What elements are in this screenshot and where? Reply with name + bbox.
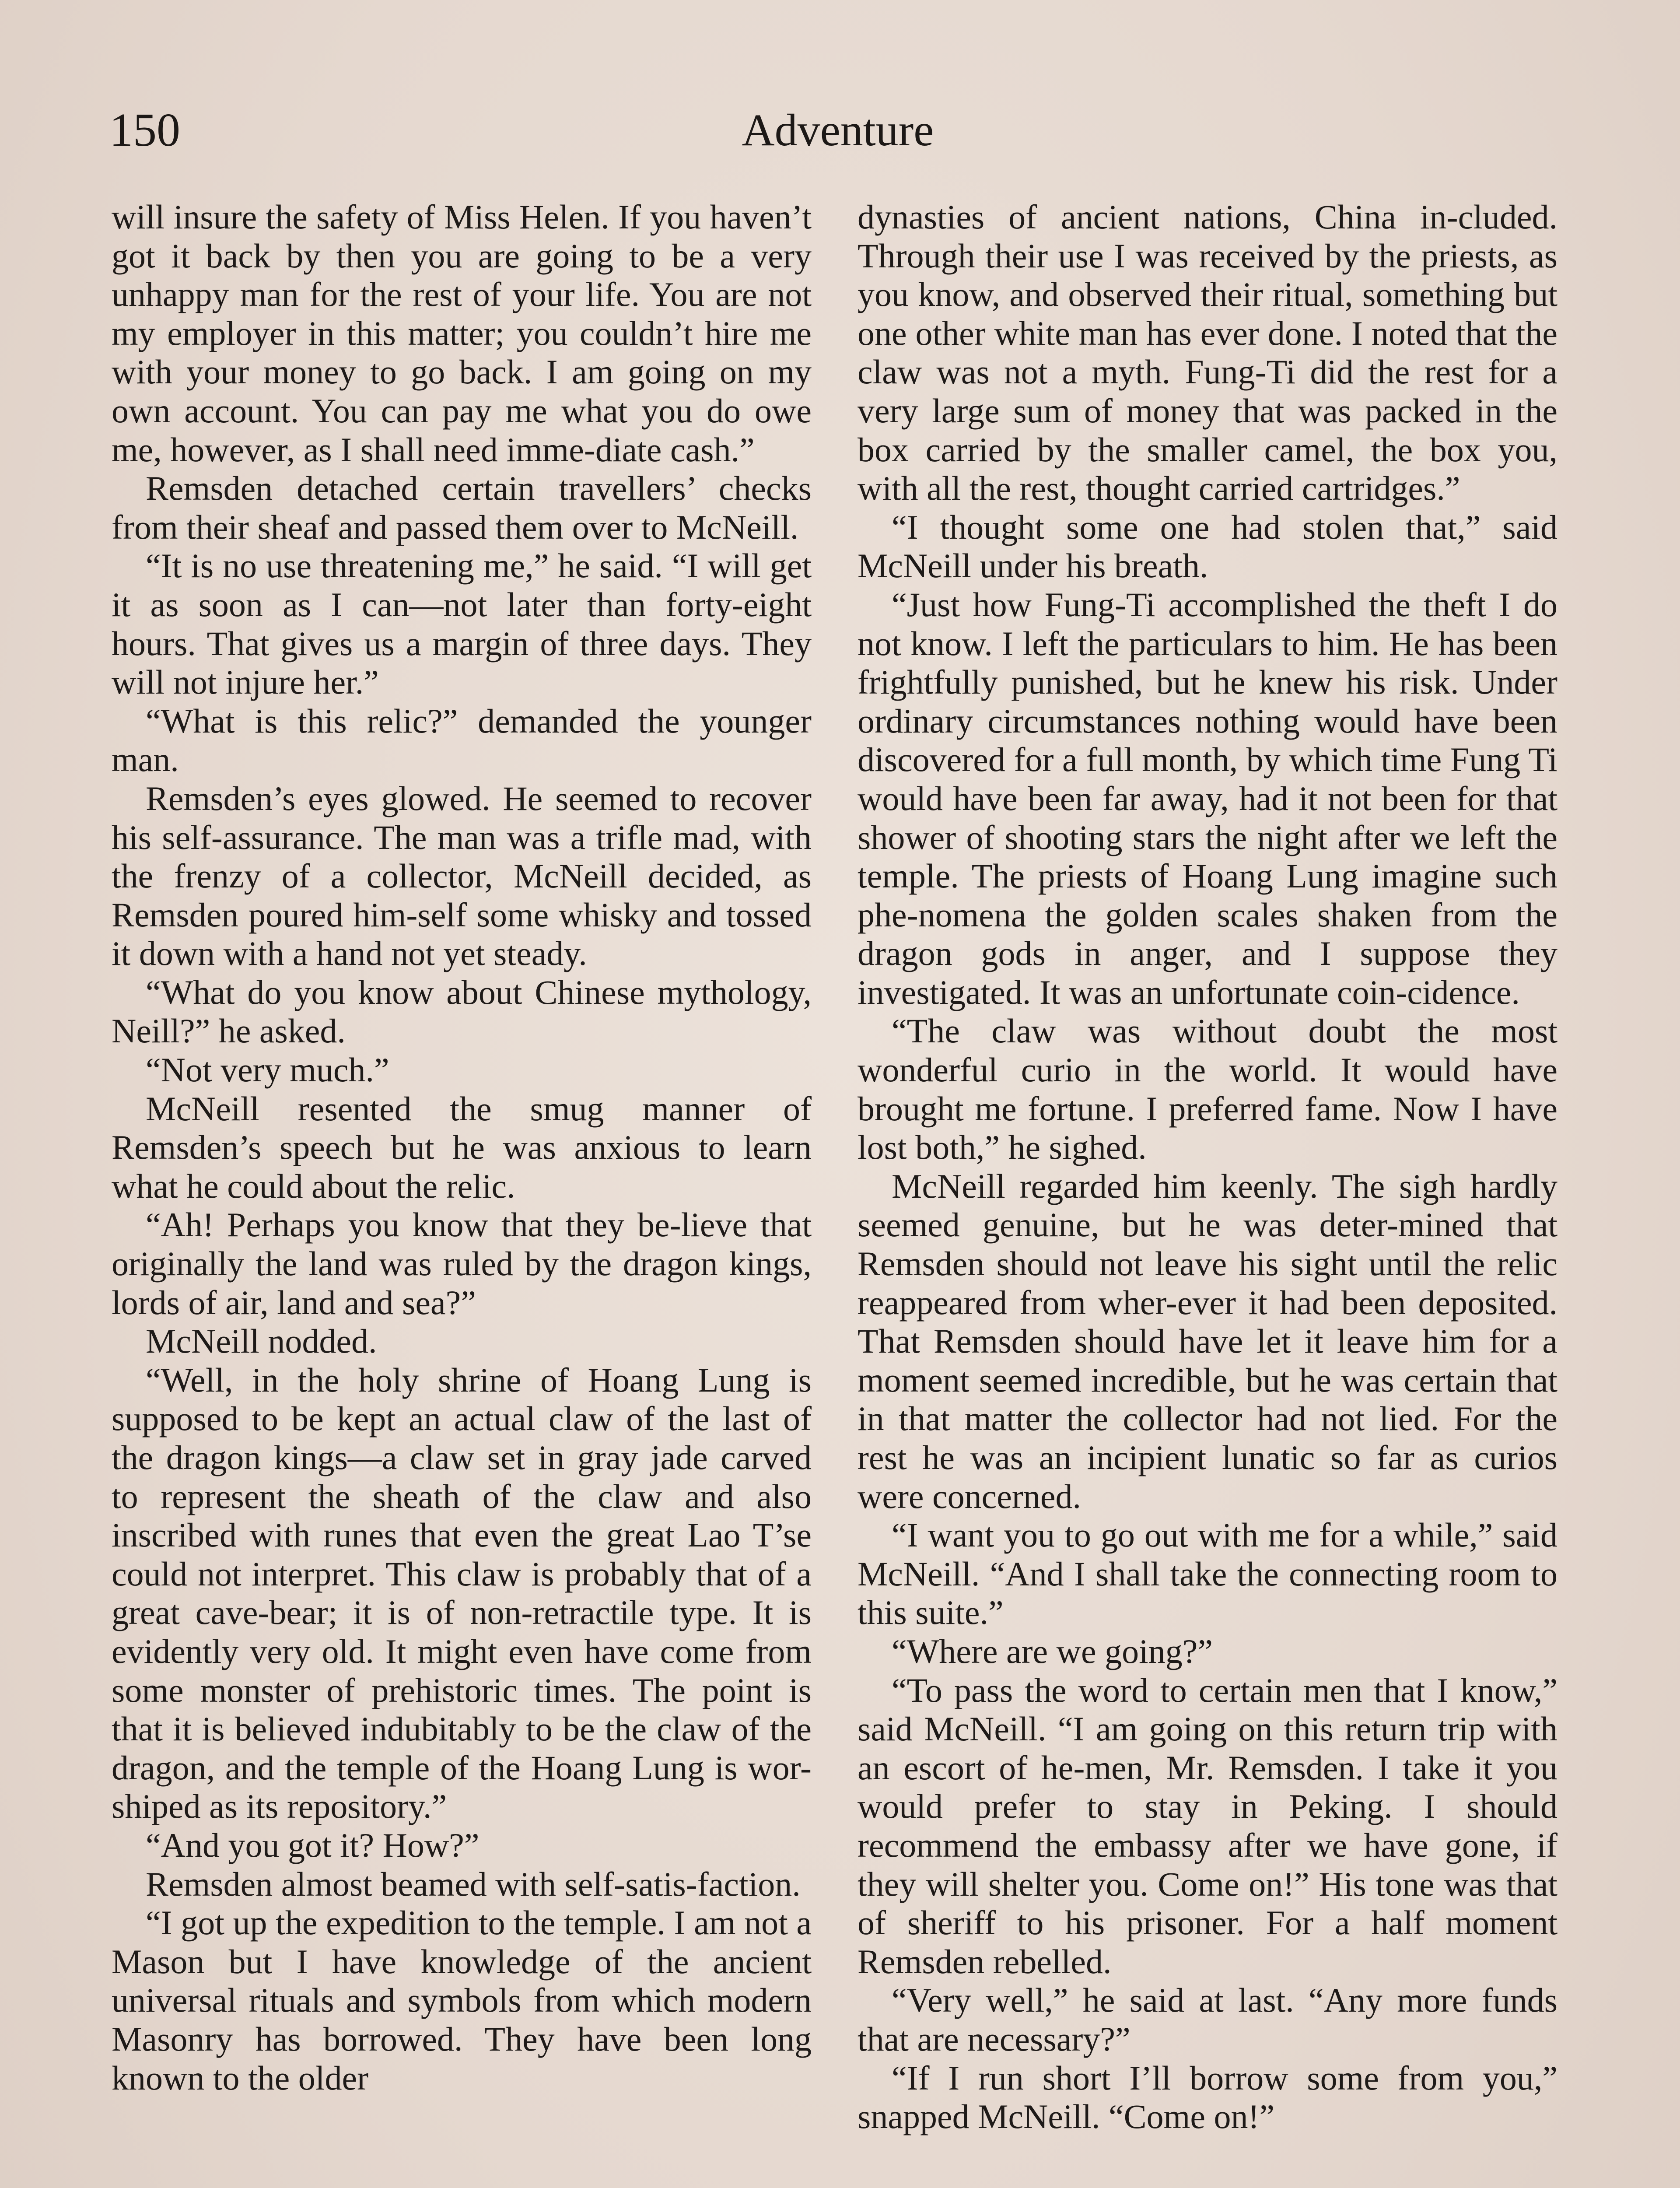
paragraph: Remsden almost beamed with self-satis-faction. <box>146 1865 801 1903</box>
paragraph: “And you got it? How?” <box>146 1826 480 1864</box>
paragraph: Remsden detached certain travellers’ checks from their sheaf and passed them over to McNeill. <box>112 469 812 546</box>
paragraph: Remsden’s eyes glowed. He seemed to recover his self-assurance. The man was a trifle mad, with the frenzy of a collector, McNeill decided, as Remsden poured him-self some whisky and tossed it down with a hand not yet steady. <box>112 779 812 973</box>
paragraph: “The claw was without doubt the most wonderful curio in the world. It would have brought me fortune. I preferred fame. Now I have lost both,” he sighed. <box>858 1012 1558 1167</box>
paragraph: “If I run short I’ll borrow some from you,” snapped McNeill. “Come on!” <box>858 2058 1558 2136</box>
paragraph: “I thought some one had stolen that,” said McNeill under his breath. <box>858 508 1558 585</box>
paragraph: “What do you know about Chinese mythology, Neill?” he asked. <box>112 973 812 1050</box>
page-number: 150 <box>109 104 180 156</box>
paragraph: “Not very much.” <box>146 1051 389 1089</box>
right-column <box>858 198 1558 2136</box>
paragraph: “I got up the expedition to the temple. I am not a Mason but I have knowledge of the ancient universal rituals and symbols from which modern Masonry has borrowed. They have been long known to the older <box>112 1904 812 2097</box>
paragraph: “I want you to go out with me for a while,” said McNeill. “And I shall take the connecting room to this suite.” <box>858 1516 1558 1632</box>
running-head: Adventure <box>742 105 934 155</box>
paragraph: “Very well,” he said at last. “Any more funds that are necessary?” <box>858 1981 1558 2058</box>
paragraph: McNeill nodded. <box>146 1322 377 1360</box>
left-column <box>112 198 812 2097</box>
paragraph: “Where are we going?” <box>892 1632 1213 1670</box>
paragraph: McNeill resented the smug manner of Remsden’s speech but he was anxious to learn what he could about the relic. <box>112 1089 812 1205</box>
paragraph: McNeill regarded him keenly. The sigh hardly seemed genuine, but he was deter-mined that Remsden should not leave his sight until the relic reappeared from wher-ever it had been deposited. That Remsden should have let it leave him for a moment seemed incredible, but he was certain that in that matter the collector had not lied. For the rest he was an incipient lunatic so far as curios were concerned. <box>858 1167 1558 1515</box>
paragraph: “Just how Fung-Ti accomplished the theft I do not know. I left the particulars to him. He has been frightfully punished, but he knew his risk. Under ordinary circumstances nothing would have been discovered for a full month, by which time Fung Ti would have been far away, had it not been for that shower of shooting stars the night after we left the temple. The priests of Hoang Lung imagine such phe-nomena the golden scales shaken from the dragon gods in anger, and I suppose they investigated. It was an unfortunate coin-cidence. <box>858 585 1558 1011</box>
paragraph: will insure the safety of Miss Helen. If you haven’t got it back by then you are going to be a very unhappy man for the rest of your life. You are not my employer in this matter; you couldn’t hire me with your money to go back. I am going on my own account. You can pay me what you do owe me, however, as I shall need imme-diate cash.” <box>112 198 812 469</box>
paragraph: “Ah! Perhaps you know that they be-lieve that originally the land was ruled by the dragon kings, lords of air, land and sea?” <box>112 1206 812 1322</box>
paragraph: dynasties of ancient nations, China in-cluded. Through their use I was received by the priests, as you know, and observed their ritual, something but one other white man has ever done. I noted that the claw was not a myth. Fung-Ti did the rest for a very large sum of money that was packed in the box carried by the smaller camel, the box you, with all the rest, thought carried cartridges.” <box>858 198 1558 508</box>
paragraph: “What is this relic?” demanded the younger man. <box>112 701 812 779</box>
paragraph: “To pass the word to certain men that I know,” said McNeill. “I am going on this return trip with an escort of he-men, Mr. Remsden. I take it you would prefer to stay in Peking. I should recommend the embassy after we have gone, if they will shelter you. Come on!” His tone was that of sheriff to his prisoner. For a half moment Remsden rebelled. <box>858 1671 1558 1981</box>
page-header <box>109 100 1566 165</box>
paragraph: “Well, in the holy shrine of Hoang Lung is supposed to be kept an actual claw of the last of the dragon kings—a claw set in gray jade carved to represent the sheath of the claw and also inscribed with runes that even the great Lao T’se could not interpret. This claw is probably that of a great cave-bear; it is of non-retractile type. It is evidently very old. It might even have come from some monster of prehistoric times. The point is that it is believed indubitably to be the claw of the dragon, and the temple of the Hoang Lung is wor-shiped as its repository.” <box>112 1360 812 1826</box>
paragraph: “It is no use threatening me,” he said. “I will get it as soon as I can—not later than forty-eight hours. That gives us a margin of three days. They will not injure her.” <box>112 547 812 701</box>
